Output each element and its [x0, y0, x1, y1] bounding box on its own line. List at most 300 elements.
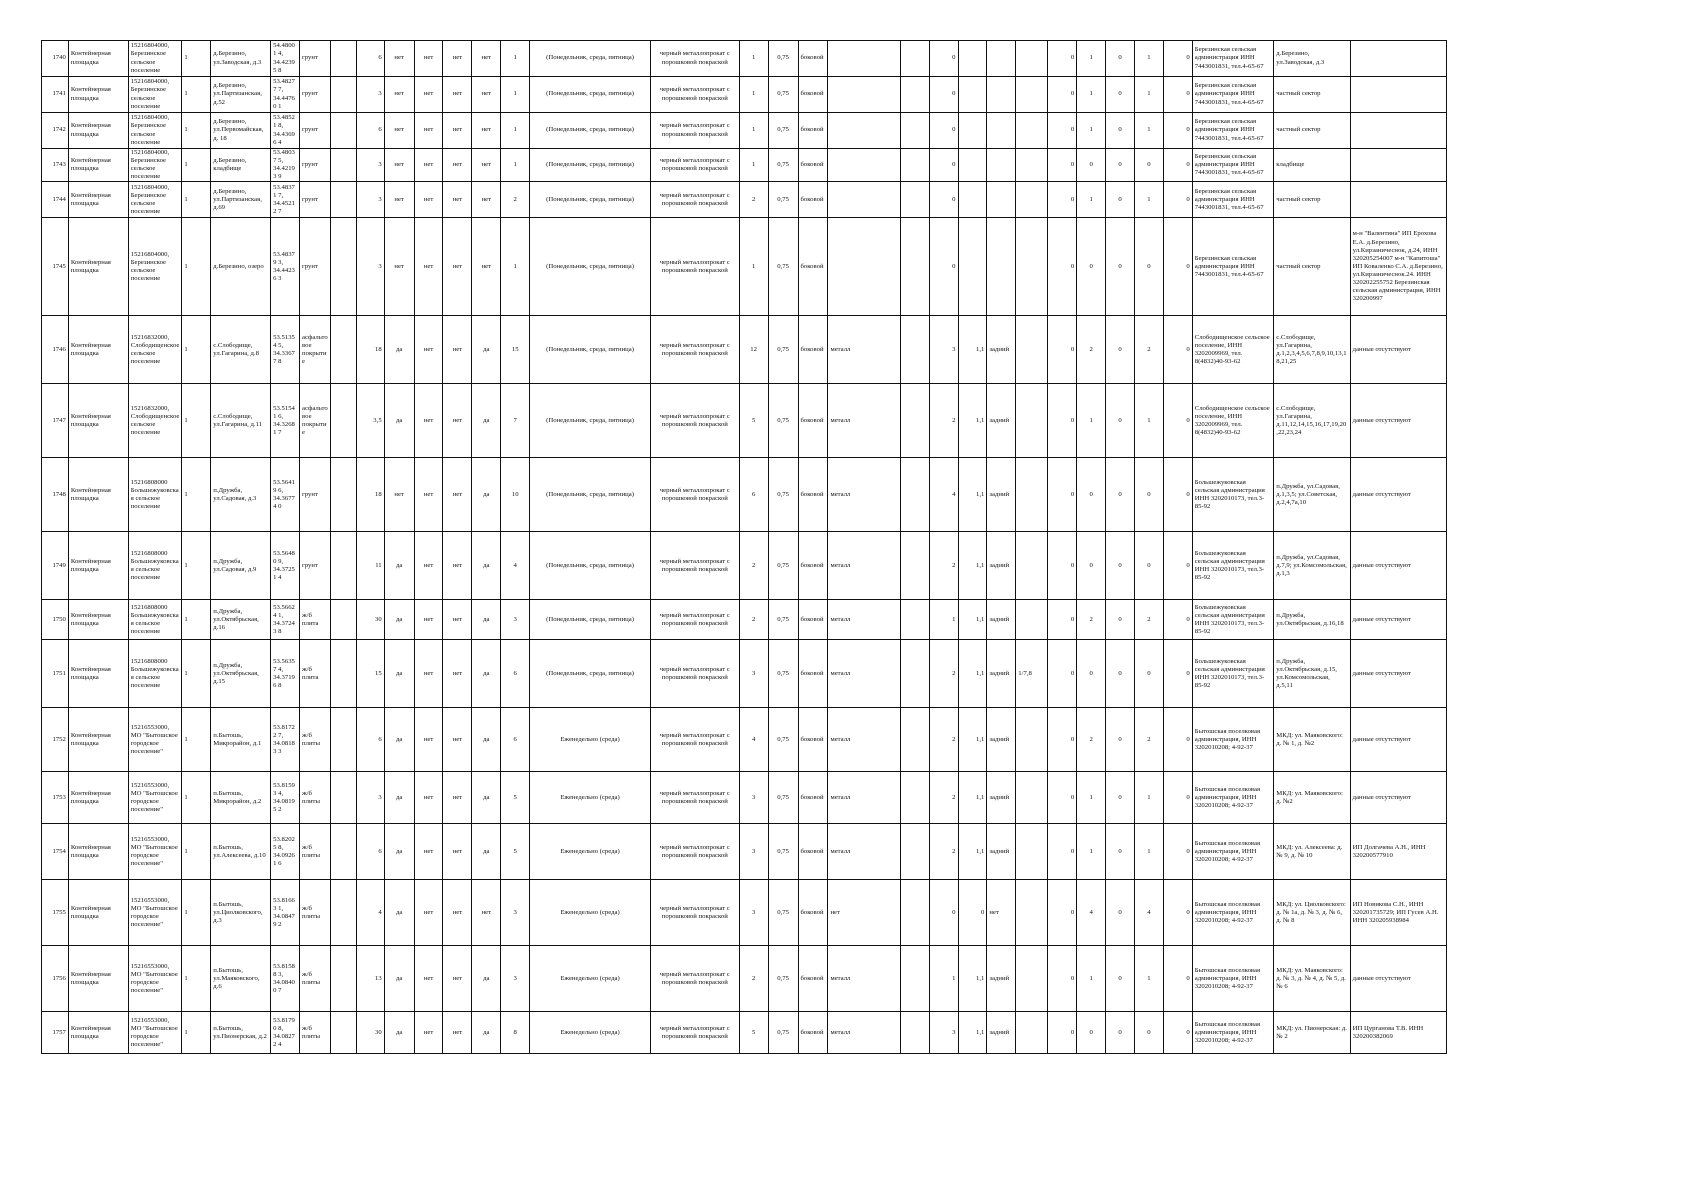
table-cell [1016, 77, 1048, 113]
table-cell: 0 [1048, 824, 1077, 880]
table-cell: 1 [182, 41, 211, 77]
table-cell: 0 [1106, 113, 1135, 149]
table-cell: 1 [182, 113, 211, 149]
table-cell [331, 218, 357, 316]
table-cell: 15216804000, Березинское сельское поселение [128, 149, 182, 182]
table-cell [1016, 182, 1048, 218]
table-cell: 2 [929, 708, 958, 772]
table-cell: 2 [739, 946, 768, 1012]
table-cell: Бытошская поселковая администрация, ИНН 3202010208; 4-92-37 [1192, 772, 1274, 824]
table-cell: 4 [1077, 880, 1106, 946]
table-cell [958, 149, 987, 182]
table-cell: Контейнерная площадка [68, 824, 128, 880]
table-cell: Еженедельно (среда) [530, 880, 651, 946]
table-cell [1016, 946, 1048, 1012]
table-cell: 0 [1106, 946, 1135, 1012]
table-cell: да [472, 772, 501, 824]
table-cell: 3 [356, 218, 384, 316]
table-cell: Еженедельно (среда) [530, 1012, 651, 1054]
table-cell: 15216804000, Березинское сельское поселение [128, 41, 182, 77]
table-cell [828, 41, 900, 77]
table-body [42, 41, 1447, 1054]
table-cell: Березинская сельская администрация ИНН 7443001831, тел.4-65-67 [1192, 218, 1274, 316]
table-cell [900, 640, 929, 708]
table-cell: да [384, 640, 414, 708]
table-cell: 1 [1134, 824, 1163, 880]
table-cell: 1 [1077, 772, 1106, 824]
table-cell: 1756 [42, 946, 69, 1012]
table-cell: 1 [182, 384, 211, 458]
table-cell: 1 [739, 77, 768, 113]
table-cell: 0 [929, 218, 958, 316]
table-cell: нет [443, 182, 472, 218]
table-cell: 18 [356, 316, 384, 384]
table-cell: 0 [1077, 1012, 1106, 1054]
table-cell: да [384, 708, 414, 772]
table-cell: 15 [356, 640, 384, 708]
table-cell: Бытошская поселковая администрация, ИНН 3202010208; 4-92-37 [1192, 1012, 1274, 1054]
table-cell: нет [414, 149, 443, 182]
table-cell: 2 [739, 600, 768, 640]
table-cell: черный металлопрокат с порошковой покраской [650, 41, 739, 77]
table-cell: п.Бытошь, ул.Алексеева, д.10 [211, 824, 271, 880]
table-cell: кладбище [1274, 149, 1350, 182]
table-cell: грунт [300, 182, 331, 218]
table-cell: 1 [1134, 41, 1163, 77]
table-cell: асфальтовое покрытие [300, 316, 331, 384]
table-cell: 0,75 [768, 113, 798, 149]
table-cell: 1 [1134, 113, 1163, 149]
table-cell: данные отсутствуют [1350, 640, 1446, 708]
table-cell: 1 [1134, 946, 1163, 1012]
table-cell: 0 [1163, 640, 1192, 708]
table-cell: 15216804000, Березинское сельское поселение [128, 113, 182, 149]
table-cell: задний [987, 946, 1016, 1012]
table-cell: боковой [798, 600, 828, 640]
table-cell: Слободищенское сельское поселение, ИНН 3202009969, тел. 8(4832)40-93-62 [1192, 384, 1274, 458]
table-cell: 1 [1134, 384, 1163, 458]
table-cell: черный металлопрокат с порошковой покраской [650, 316, 739, 384]
table-cell: 0 [1163, 880, 1192, 946]
table-cell: 1742 [42, 113, 69, 149]
table-cell [1350, 77, 1446, 113]
table-cell: 4 [501, 532, 530, 600]
table-cell [900, 458, 929, 532]
table-cell: нет [472, 218, 501, 316]
table-cell: 0 [1163, 218, 1192, 316]
table-cell: 1,1 [958, 316, 987, 384]
table-cell: 1/7,8 [1016, 640, 1048, 708]
table-cell: ИП Долгачева А.Н., ИНН 320200577910 [1350, 824, 1446, 880]
table-cell: черный металлопрокат с порошковой покраской [650, 946, 739, 1012]
table-row [42, 880, 1447, 946]
table-cell: нет [443, 316, 472, 384]
table-cell: 0 [1106, 640, 1135, 708]
table-cell: 2 [929, 824, 958, 880]
table-cell: боковой [798, 149, 828, 182]
table-cell: п.Дружба, ул.Садовая, д.9 [211, 532, 271, 600]
table-cell: 54.48001 4, 34.42395 8 [271, 41, 300, 77]
table-cell: черный металлопрокат с порошковой покраской [650, 384, 739, 458]
table-row [42, 218, 1447, 316]
table-cell: 0 [1106, 880, 1135, 946]
table-cell: 7 [501, 384, 530, 458]
table-cell [828, 113, 900, 149]
table-cell: нет [384, 149, 414, 182]
table-cell: боковой [798, 824, 828, 880]
table-cell: д.Березино, кладбище [211, 149, 271, 182]
table-cell: 15216553000, МО "Бытошское городское поселение" [128, 946, 182, 1012]
table-cell: да [384, 384, 414, 458]
table-cell: металл [828, 458, 900, 532]
table-cell: черный металлопрокат с порошковой покраской [650, 708, 739, 772]
table-cell: 2 [1077, 316, 1106, 384]
table-cell: 1 [501, 113, 530, 149]
table-cell: 53.56419 6, 34.36774 0 [271, 458, 300, 532]
table-cell: 0 [929, 182, 958, 218]
table-cell: 0 [1163, 532, 1192, 600]
table-row [42, 640, 1447, 708]
table-cell: 1,1 [958, 1012, 987, 1054]
table-cell: 0,75 [768, 824, 798, 880]
table-cell: 53.48379 3, 34.44236 3 [271, 218, 300, 316]
table-cell: задний [987, 458, 1016, 532]
table-cell: 1 [1077, 41, 1106, 77]
table-cell: 1 [1134, 772, 1163, 824]
table-cell: Еженедельно (среда) [530, 772, 651, 824]
table-cell: 0 [1134, 218, 1163, 316]
table-row [42, 384, 1447, 458]
table-cell [331, 532, 357, 600]
table-row [42, 946, 1447, 1012]
table-cell: п.Бытошь, ул.Пионерская, д.2 [211, 1012, 271, 1054]
table-cell: МКД: ул. Алексеева: д. № 9, д. № 10 [1274, 824, 1350, 880]
table-cell: с.Слободище, ул.Гагарина, д.8 [211, 316, 271, 384]
table-cell: нет [443, 708, 472, 772]
table-cell [331, 772, 357, 824]
table-cell: 1747 [42, 384, 69, 458]
table-cell: 0,75 [768, 149, 798, 182]
table-cell: нет [443, 600, 472, 640]
table-cell: Контейнерная площадка [68, 772, 128, 824]
table-cell: 3 [739, 824, 768, 880]
table-cell: задний [987, 824, 1016, 880]
table-cell: 0 [1048, 218, 1077, 316]
table-cell: металл [828, 600, 900, 640]
table-cell: 10 [501, 458, 530, 532]
table-cell: 1750 [42, 600, 69, 640]
table-cell: Березинская сельская администрация ИНН 7443001831, тел.4-65-67 [1192, 41, 1274, 77]
table-cell: Контейнерная площадка [68, 41, 128, 77]
table-cell: 0 [1048, 640, 1077, 708]
table-cell: черный металлопрокат с порошковой покраской [650, 532, 739, 600]
table-cell: грунт [300, 113, 331, 149]
table-cell: 4 [1134, 880, 1163, 946]
table-cell: 1 [182, 600, 211, 640]
table-cell: данные отсутствуют [1350, 532, 1446, 600]
table-cell: металл [828, 316, 900, 384]
table-cell: 1 [1077, 384, 1106, 458]
table-row [42, 182, 1447, 218]
table-cell: Контейнерная площадка [68, 458, 128, 532]
table-cell: 18 [356, 458, 384, 532]
table-cell: 3 [739, 640, 768, 708]
table-cell: нет [414, 600, 443, 640]
table-cell: 1 [182, 218, 211, 316]
table-cell: 1,1 [958, 946, 987, 1012]
table-row [42, 41, 1447, 77]
table-cell: 0 [1048, 772, 1077, 824]
table-cell: 0 [1163, 316, 1192, 384]
table-cell: нет [414, 708, 443, 772]
table-cell: данные отсутствуют [1350, 316, 1446, 384]
table-cell: металл [828, 772, 900, 824]
table-cell: Большежуковская сельская администрация ИНН 3202010173, тел.3-85-92 [1192, 640, 1274, 708]
table-cell [1350, 113, 1446, 149]
table-cell [900, 1012, 929, 1054]
table-cell: 13 [356, 946, 384, 1012]
table-cell: 0 [1134, 149, 1163, 182]
table-cell: да [472, 600, 501, 640]
table-row [42, 824, 1447, 880]
table-cell: 15216808000 Большежуковская сельское поселение [128, 532, 182, 600]
table-cell: 3 [501, 946, 530, 1012]
table-cell: грунт [300, 458, 331, 532]
table-cell: 0 [1163, 41, 1192, 77]
table-cell [1016, 772, 1048, 824]
table-cell: 1 [1134, 77, 1163, 113]
table-cell: 53.81790 8, 34.08272 4 [271, 1012, 300, 1054]
table-cell: 5 [739, 1012, 768, 1054]
table-cell: Контейнерная площадка [68, 1012, 128, 1054]
table-cell: Еженедельно (среда) [530, 824, 651, 880]
table-cell: ж/б плиты [300, 824, 331, 880]
table-cell: нет [414, 640, 443, 708]
table-cell [987, 182, 1016, 218]
table-cell: 0 [1077, 458, 1106, 532]
table-cell [987, 77, 1016, 113]
table-cell: нет [443, 41, 472, 77]
table-cell: 53.56480 9, 34.37251 4 [271, 532, 300, 600]
table-cell [900, 824, 929, 880]
table-cell: Бытошская поселковая администрация, ИНН 3202010208; 4-92-37 [1192, 946, 1274, 1012]
table-cell: 0 [1106, 218, 1135, 316]
table-cell: МКД: ул. Циолковского: д. № 1а, д. № 3, д. № 6, д. № 8 [1274, 880, 1350, 946]
table-cell: 0 [958, 880, 987, 946]
table-cell: нет [472, 182, 501, 218]
table-cell: 3 [501, 880, 530, 946]
table-cell [1016, 384, 1048, 458]
table-cell: (Понедельник, среда, пятница) [530, 182, 651, 218]
table-cell [900, 946, 929, 1012]
table-cell [900, 384, 929, 458]
table-cell: МКД: ул. Пионерская: д. № 2 [1274, 1012, 1350, 1054]
table-cell: 15216804000, Березинское сельское поселение [128, 218, 182, 316]
table-cell: 0 [1106, 532, 1135, 600]
table-cell: 3 [929, 1012, 958, 1054]
table-cell: 0,75 [768, 880, 798, 946]
table-cell: 0 [1048, 182, 1077, 218]
table-cell: д.Березино, ул.Партизанская, д.52 [211, 77, 271, 113]
table-cell [331, 880, 357, 946]
table-cell: ж/б плиты [300, 946, 331, 1012]
table-cell: металл [828, 532, 900, 600]
table-cell: ж/б плита [300, 600, 331, 640]
table-cell: Бытошская поселковая администрация, ИНН 3202010208; 4-92-37 [1192, 708, 1274, 772]
table-cell [958, 182, 987, 218]
table-cell: 2 [739, 182, 768, 218]
table-cell: да [472, 946, 501, 1012]
table-cell [331, 600, 357, 640]
table-cell: 5 [501, 772, 530, 824]
table-cell: нет [384, 77, 414, 113]
table-cell: ж/б плиты [300, 772, 331, 824]
table-cell: 1 [182, 458, 211, 532]
table-cell: черный металлопрокат с порошковой покраской [650, 149, 739, 182]
table-cell [958, 113, 987, 149]
table-cell: 1 [182, 77, 211, 113]
table-cell: грунт [300, 41, 331, 77]
table-cell: 53.48037 5, 34.42193 9 [271, 149, 300, 182]
table-cell: 0 [929, 77, 958, 113]
table-cell: с.Слободище, ул.Гагарина, д.11 [211, 384, 271, 458]
table-cell: нет [443, 640, 472, 708]
table-cell: Еженедельно (среда) [530, 946, 651, 1012]
table-cell: нет [472, 41, 501, 77]
table-cell: (Понедельник, среда, пятница) [530, 458, 651, 532]
table-cell: 1741 [42, 77, 69, 113]
table-cell [958, 218, 987, 316]
table-cell: 12 [739, 316, 768, 384]
table-cell [331, 824, 357, 880]
table-cell: боковой [798, 458, 828, 532]
table-cell: 15216832000, Слободищенское сельское поселение [128, 384, 182, 458]
table-cell: Контейнерная площадка [68, 113, 128, 149]
table-cell: 0 [1106, 772, 1135, 824]
table-cell: 0 [1163, 772, 1192, 824]
table-cell: 0 [1048, 532, 1077, 600]
table-cell: 11 [356, 532, 384, 600]
table-cell: 0,75 [768, 640, 798, 708]
table-cell: 1 [182, 640, 211, 708]
table-row [42, 600, 1447, 640]
table-cell: частный сектор [1274, 218, 1350, 316]
table-cell: 1744 [42, 182, 69, 218]
table-cell: 1745 [42, 218, 69, 316]
table-cell: 1 [1077, 113, 1106, 149]
table-cell: задний [987, 1012, 1016, 1054]
table-cell: 0 [1077, 149, 1106, 182]
table-cell: 3 [356, 772, 384, 824]
table-cell: боковой [798, 113, 828, 149]
table-cell: 0 [1106, 41, 1135, 77]
table-cell [331, 316, 357, 384]
table-cell: 6 [356, 708, 384, 772]
table-row [42, 316, 1447, 384]
table-cell [900, 532, 929, 600]
table-cell: 1 [182, 824, 211, 880]
table-cell: 0 [1134, 532, 1163, 600]
table-cell: (Понедельник, среда, пятница) [530, 149, 651, 182]
table-cell: нет [443, 772, 472, 824]
table-cell: да [384, 1012, 414, 1054]
table-cell: 0 [1134, 640, 1163, 708]
table-cell: нет [414, 316, 443, 384]
table-cell: асфальтовое покрытие [300, 384, 331, 458]
table-cell: боковой [798, 1012, 828, 1054]
table-cell: Березинская сельская администрация ИНН 7443001831, тел.4-65-67 [1192, 149, 1274, 182]
table-cell [1350, 41, 1446, 77]
table-cell: 0 [1048, 113, 1077, 149]
table-cell: нет [472, 149, 501, 182]
table-cell: нет [443, 458, 472, 532]
table-cell: частный сектор [1274, 77, 1350, 113]
table-cell: 3 [929, 316, 958, 384]
table-cell [331, 458, 357, 532]
table-cell [900, 772, 929, 824]
table-cell: 5 [739, 384, 768, 458]
table-cell: 3 [739, 772, 768, 824]
table-cell [1016, 218, 1048, 316]
table-cell: (Понедельник, среда, пятница) [530, 384, 651, 458]
table-cell: 15216804000, Березинское сельское поселение [128, 182, 182, 218]
table-cell: боковой [798, 532, 828, 600]
table-cell: 1,1 [958, 708, 987, 772]
table-cell [900, 880, 929, 946]
table-cell: 53.56624 1, 34.37243 8 [271, 600, 300, 640]
table-cell: боковой [798, 182, 828, 218]
table-cell: нет [414, 532, 443, 600]
table-cell: 0 [1048, 1012, 1077, 1054]
table-cell: 1752 [42, 708, 69, 772]
table-cell: 0 [1048, 77, 1077, 113]
table-cell: нет [414, 182, 443, 218]
table-cell: 1 [182, 708, 211, 772]
table-cell: 0 [929, 149, 958, 182]
table-cell: 1,1 [958, 772, 987, 824]
table-cell: 0 [1106, 708, 1135, 772]
table-cell: нет [472, 77, 501, 113]
table-cell: нет [443, 77, 472, 113]
table-cell: нет [987, 880, 1016, 946]
table-cell: (Понедельник, среда, пятница) [530, 600, 651, 640]
table-cell: д.Березино, ул.Заводская, д.3 [211, 41, 271, 77]
table-cell: (Понедельник, среда, пятница) [530, 532, 651, 600]
table-cell: 0,75 [768, 458, 798, 532]
table-cell [900, 708, 929, 772]
table-cell: 3,5 [356, 384, 384, 458]
table-cell: 2 [739, 532, 768, 600]
table-cell: 2 [1134, 316, 1163, 384]
table-cell [1016, 458, 1048, 532]
table-row [42, 458, 1447, 532]
table-cell: (Понедельник, среда, пятница) [530, 41, 651, 77]
table-cell [1016, 1012, 1048, 1054]
table-cell [987, 113, 1016, 149]
table-cell: Контейнерная площадка [68, 880, 128, 946]
table-cell: черный металлопрокат с порошковой покраской [650, 824, 739, 880]
table-cell: 1751 [42, 640, 69, 708]
table-cell: 1743 [42, 149, 69, 182]
table-cell [900, 149, 929, 182]
table-cell: 0 [1106, 149, 1135, 182]
table-cell: 1 [182, 316, 211, 384]
table-cell: 0 [1048, 880, 1077, 946]
table-cell: п.Дружба, ул.Садовая, д.3 [211, 458, 271, 532]
table-cell: м-н "Валентина" ИП Ерохова Е.А. д.Березино, ул.Кирзаничеснок, д.24, ИНН 320205254007 м-н "Капитоша" ИП Коваленко С.А. д.Березино, ул.Кирзаничеснок.24. ИНН 320202255752 Березинская сельская администрация, ИНН 320200997 [1350, 218, 1446, 316]
table-cell [828, 77, 900, 113]
table-cell [331, 384, 357, 458]
